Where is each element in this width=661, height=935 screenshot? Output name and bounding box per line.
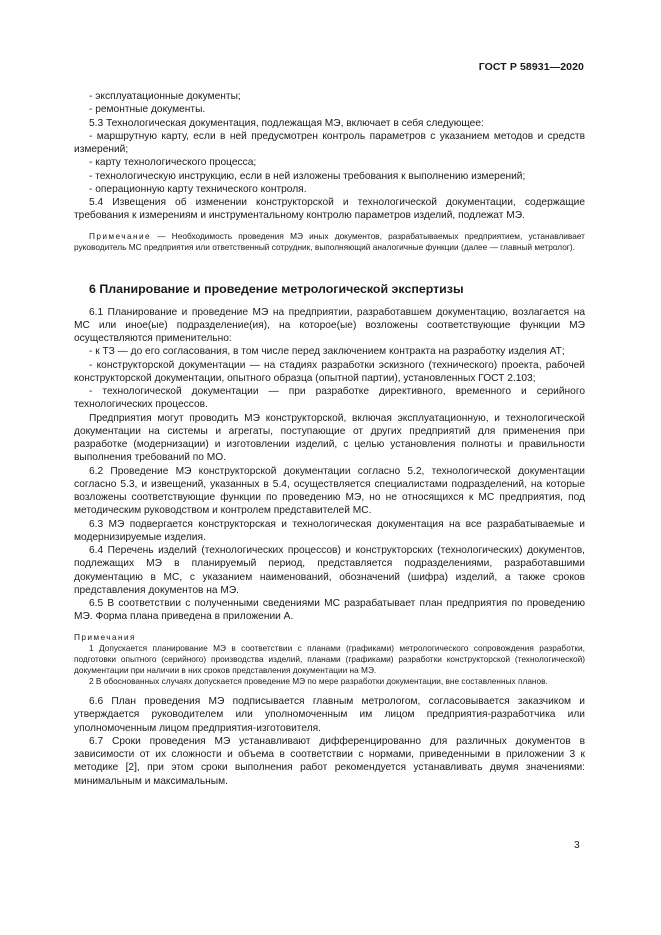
section-title: 6 Планирование и проведение метрологической экспертизы xyxy=(89,281,464,296)
list-item: - маршрутную карту, если в ней предусмотрен контроль параметров с указанием методов и средств измерений; xyxy=(74,130,585,155)
list-item: - эксплуатационные документы; xyxy=(89,91,241,102)
clause-6-1-extra: Предприятия могут проводить МЭ конструкторской, включая эксплуатационную, и технологической документации на системы и агрегаты, поступающие от других предприятий для применения при разработке (модернизации) и изготовлении изделий, с целью установления полноты и правильности выполнения требований по МО. xyxy=(74,412,585,464)
standard-designation: ГОСТ Р 58931—2020 xyxy=(478,61,584,73)
note-text: — Необходимость проведения МЭ иных документов, разрабатываемых предприятием, устанавливает руководитель МС предприятия или ответственный сотрудник, выполняющий аналогичные функции (далее — главный метролог). xyxy=(74,230,585,252)
list-item: - конструкторской документации — на стадиях разработки эскизного (технического) проекта, рабочей конструкторской документации, опытного образца (опытной партии), установленных ГОСТ 2.103; xyxy=(74,359,585,384)
clause-6-1: 6.1 Планирование и проведение МЭ на предприятии, разработавшем документацию, возлагается на МС или иное(ые) подразделение(ия), на которое(ые) возложены соответствующие функции МЭ осуществляются применительно: xyxy=(74,306,585,345)
list-item: - технологической документации — при разработке директивного, временного и серийного технологических процессов. xyxy=(74,386,585,411)
list-item: - ремонтные документы. xyxy=(89,104,206,116)
note-label: Примечание xyxy=(89,230,152,241)
note-item: 2 В обоснованных случаях допускается проведение МЭ по мере разработки документации, вне составленных планов. xyxy=(89,676,548,687)
clause-5-3: 5.3 Технологическая документация, подлежащая МЭ, включает в себя следующее: xyxy=(89,117,484,129)
clause-6-6: 6.6 План проведения МЭ подписывается главным метрологом, согласовывается заказчиком и утверждается руководителем или уполномоченным им лицом предприятия-разработчика или уполномоченным лицом предприятия-изготовителя. xyxy=(74,696,585,734)
clause-6-4: 6.4 Перечень изделий (технологических процессов) и конструкторских (технологических) документов, подлежащих МЭ в планируемый период, представляется подразделениями, разработавшими документацию в МС, с указанием наименований, обозначений (шифра) изделий, а также сроков представления документов на МЭ. xyxy=(74,545,585,596)
list-item: - к ТЗ — до его согласования, в том числе перед заключением контракта на разработку изделия АТ; xyxy=(89,346,565,358)
clause-6-5: 6.5 В соответствии с полученными сведениями МС разрабатывает план предприятия по проведению МЭ. Форма плана приведена в приложении А. xyxy=(74,598,585,623)
page-number: 3 xyxy=(574,840,580,851)
clause-6-2: 6.2 Проведение МЭ конструкторской документации согласно 5.2, технологической документации согласно 5.3, и извещений, указанных в 5.4, осуществляется специалистами подразделений, на которые возложены соответствующие функции по проведению МЭ, но не относящихся к МС предприятия, под методическим руководством и контролем представителей МС. xyxy=(74,465,585,517)
list-item: - операционную карту технического контроля. xyxy=(89,183,307,195)
list-item: - технологическую инструкцию, если в ней изложены требования к выполнению измерений; xyxy=(89,170,526,182)
note-item: 1 Допускается планирование МЭ в соответствии с планами (графиками) метрологического сопровождения разработки, подготовки опытного (серийного) производства изделий, планами (графиками) разработки конструкторской (технологической) документации при наличии в них сроков представления документации на МЭ. xyxy=(74,642,585,675)
clause-6-3: 6.3 МЭ подвергается конструкторская и технологическая документация на все разрабатываемые и модернизируемые изделия. xyxy=(74,518,585,543)
list-item: - карту технологического процесса; xyxy=(89,157,257,169)
clause-5-4: 5.4 Извещения об изменении конструкторской и технологической документации, содержащие требования к измерениям и инструментальному контролю параметров изделий, подлежат МЭ. xyxy=(74,197,585,222)
note-paragraph xyxy=(74,231,585,253)
clause-6-7: 6.7 Сроки проведения МЭ устанавливают дифференцированно для различных документов в зависимости от их сложности и объема в соответствии с нормами, приведенными в приложении 3 к методике [2], при этом сроки выполнения работ рекомендуется устанавливать двумя значениями: минимальным и максимальным. xyxy=(74,735,585,787)
page-body xyxy=(74,90,585,788)
notes-title: Примечания xyxy=(74,631,136,642)
